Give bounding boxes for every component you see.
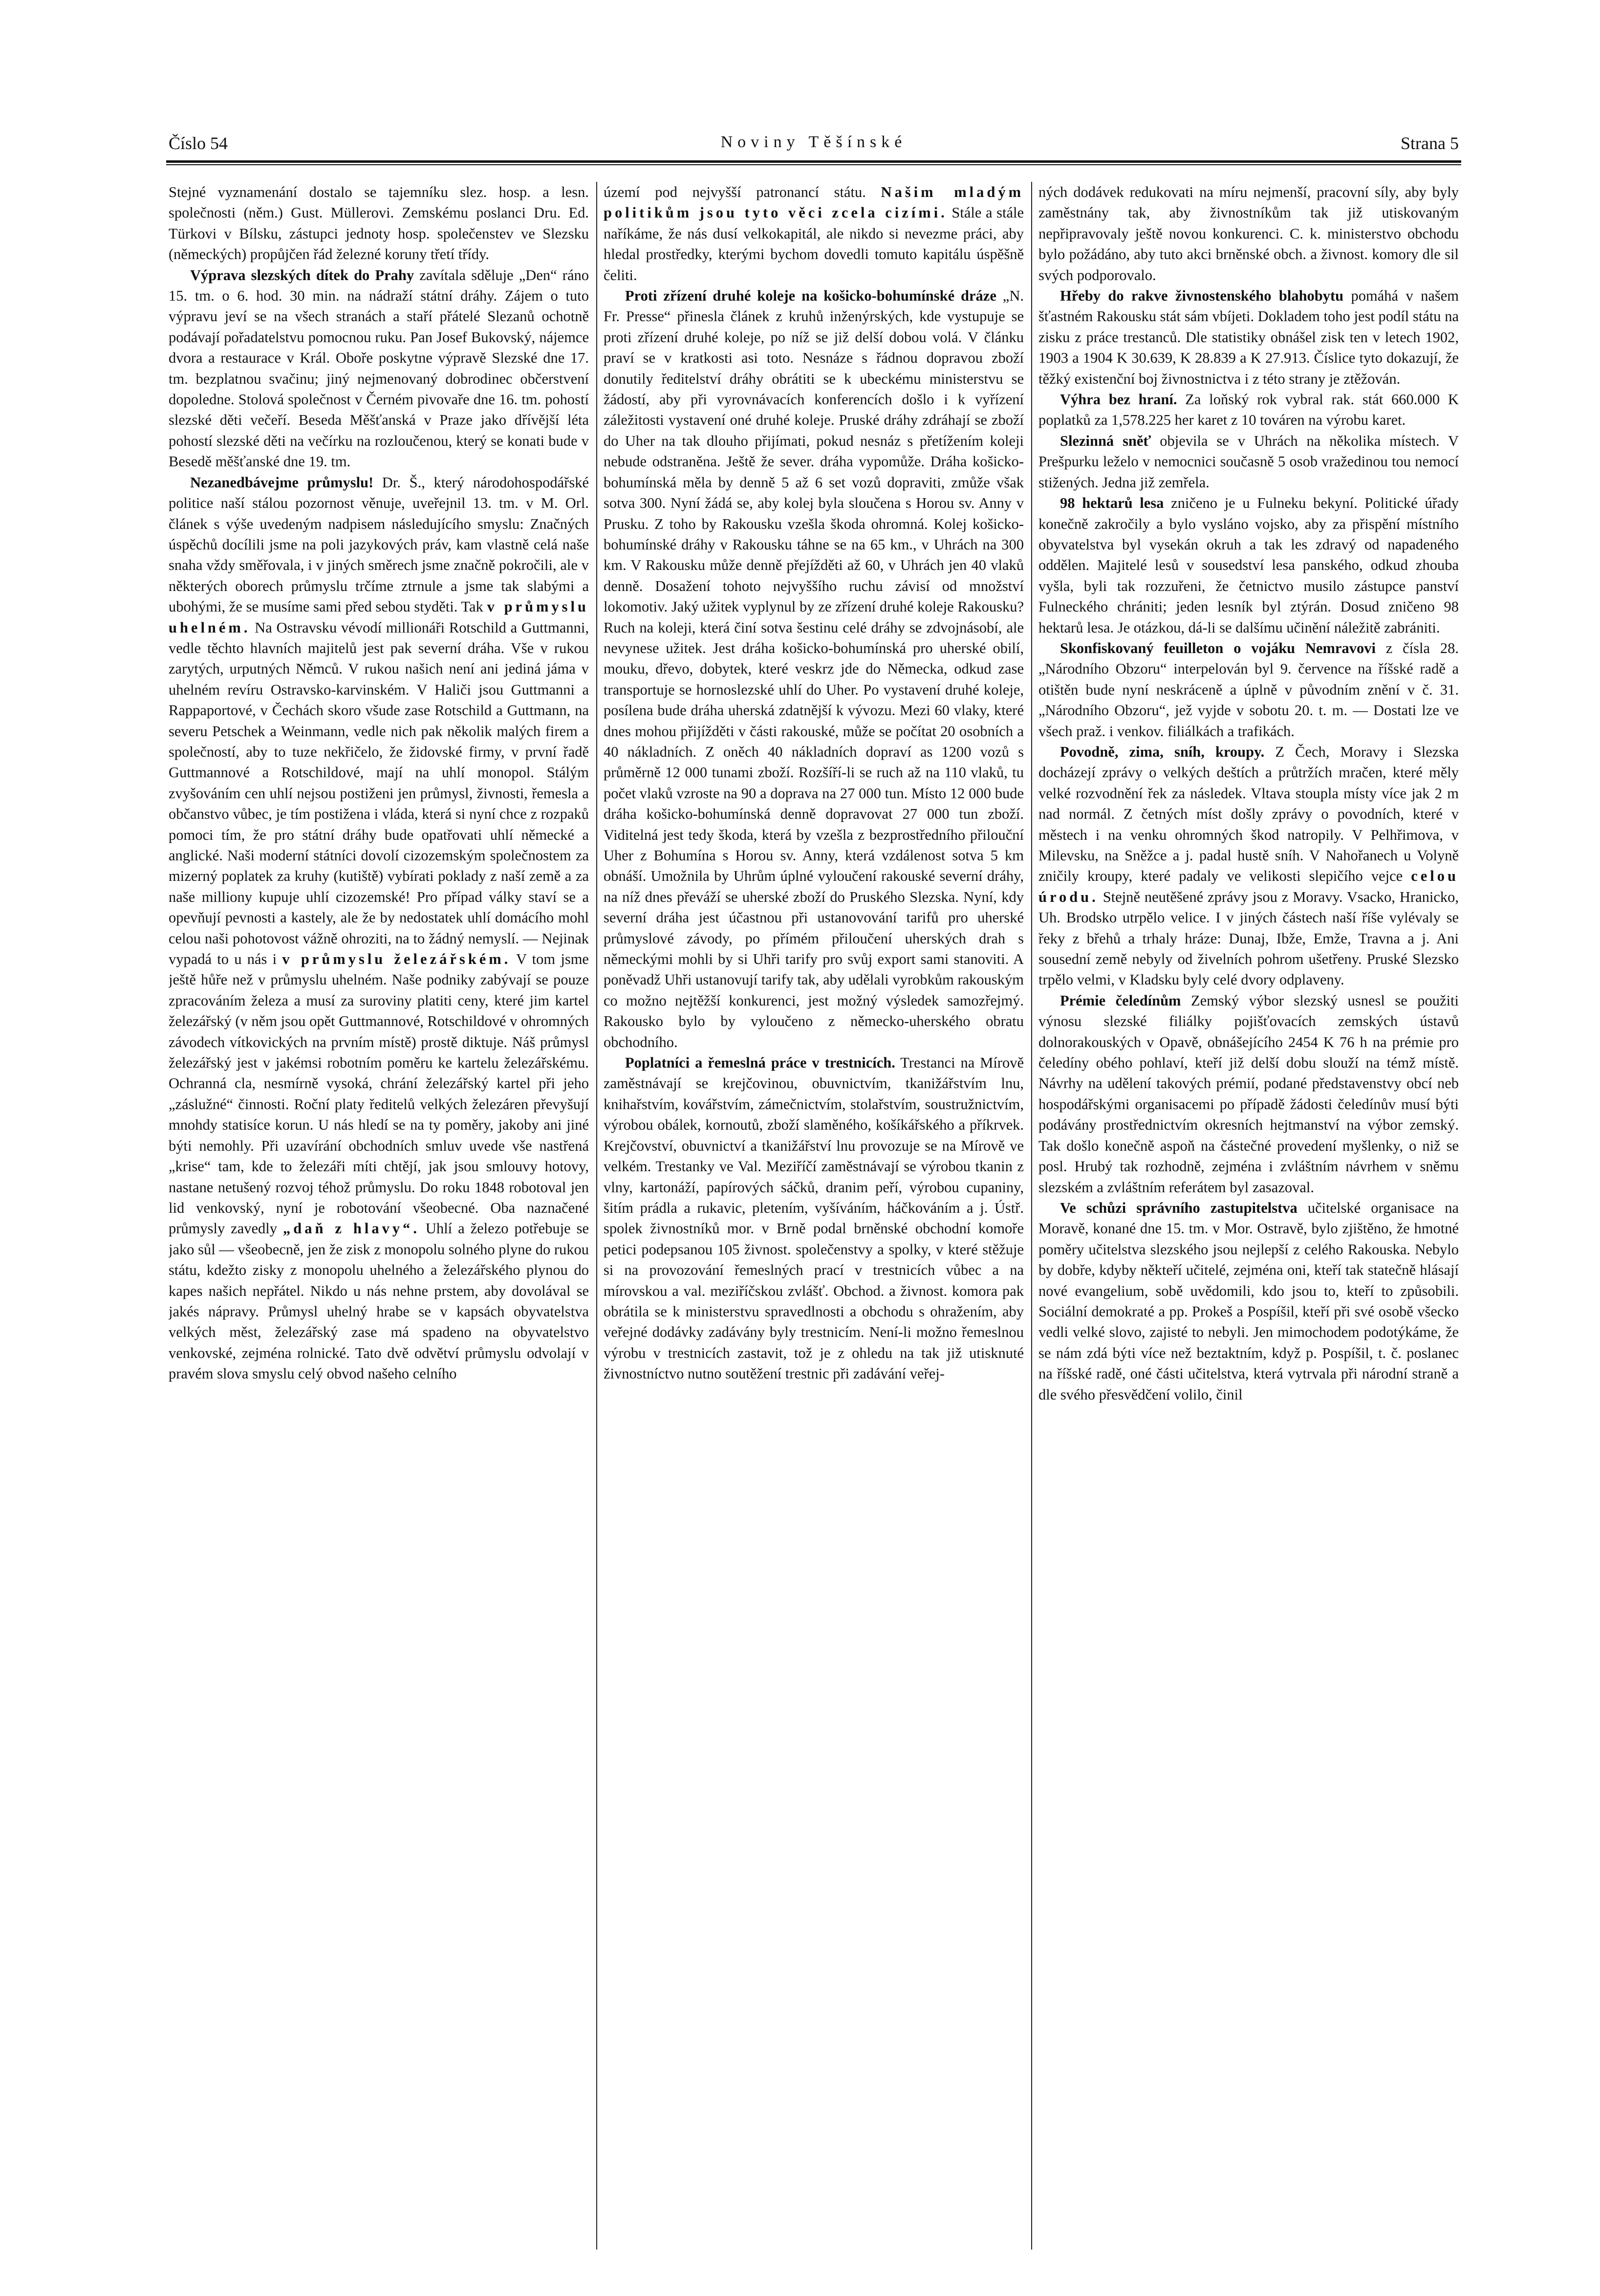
column-3: [1038, 182, 1459, 2250]
article-lead: Hřeby do rakve živnostenského blahobytu: [1060, 287, 1344, 305]
article-lead: Nezanedbávejme průmyslu!: [190, 474, 374, 491]
article-lead: Ve schůzi správního zastupitelstva: [1060, 1199, 1297, 1216]
column-divider: [1031, 182, 1032, 2250]
page-header: [169, 128, 1459, 157]
article-lead: Povodně, zima, sníh, kroupy.: [1060, 743, 1265, 760]
issue-number: Číslo 54: [169, 133, 228, 153]
article-paragraph: Prémie čeledínům Zemský výbor slezský usnesl se použiti výnosu slezské filiálky pojišťovacích zemských ústavů dolnorakouských v Opavě, obnášejícího 2454 K 76 h na prémie pro čeledíny obého pohlaví, kteří již delší dobu slouží na témž místě. Návrhy na udělení takových prémií, podané představenstvy obcí neb hospodářskými organisacemi po případě žádosti čeledínův musí býti podávány prostřednictvím okresních hejtmanství na výbor zemský. Tak došlo konečně aspoň na částečné provedení myšlenky, o niž se posl. Hrubý tak rozhodně, zejména i zvláštním návrhem v sněmu slezském a zvláštním referátem byl zasazoval.: [1038, 992, 1459, 1196]
article-paragraph: Proti zřízení druhé koleje na košicko-bohumínské dráze „N. Fr. Presse“ přinesla článek z kruhů inženýrských, kde vystupuje se proti zřízení druhé koleje, po níž se již delší dobou volá. V článku praví se v kratkosti asi toto. Nesnáze s řádnou dopravou zboží donutily ředitelství dráhy obrátiti se k ubeckému ministerstvu se žádostí, aby při vyrovnávacích konferencích došlo i k vyřízení záležitosti vystavení oné druhé koleje. Pruské dráhy zdráhají se zboží do Uher na tak dlouho přijímati, pokud nesnáz s přetížením koleji nebude odstraněna. Ještě že sever. dráha vypomůže. Dráha košicko-bohumínská měla by denně 5 až 6 set vozů dopraviti, zmůže však sotva 300. Nyní žádá se, aby kolej byla sloučena s Horou sv. Anny v Prusku. Z toho by Rakousku vzešla škoda ohromná. Kolej košicko-bohumínské dráhy v Rakousku táhne se na 65 km., v Uhrách na 300 km. V Rakousku může denně přejížděti až 60, v Uhrách jen 40 vlaků denně. Dosažení tohoto nejvyššího ruchu závisí od množství lokomotiv. Jaký užitek vyplynul by ze zřízení druhé koleje Rakousku? Ruch na koleji, která činí sotva šestinu celé dráhy se zdvojnásobí, ale nevynese užitek. Jest dráha košicko-bohumínská pro uherské obilí, mouku, dřevo, dobytek, které veskrz jde do Německa, odkud zase transportuje se hornoslezské uhlí do Uher. Po vystavení druhé koleje, posílena bude dráha uherská zdatnější k vývozu. Mezi 60 vlaky, které dnes mohou přijížděti v části rakouské, může se počítat 20 osobních a 40 nákladních. Z oněch 40 nákladních dopraví as 1200 vozů s průměrně 12 000 tunami zboží. Rozšíří-li se ruch až na 110 vlaků, tu počet vlaků vzroste na 90 a doprava na 27 000 tun. Místo 12 000 bude dráha košicko-bohumínská denně dopravovat 27 000 tun zboží. Viditelná jest tedy škoda, která by vzešla z bezprostředního přilouční Uher z Bohumína s Horou sv. Anny, která vzdálenost sotva 5 km obnáší. Umožnila by Uhrům úplné vyloučení rakouské severní dráhy, na níž dnes převáží se uherské zboží do Pruského Slezska. Nyní, kdy severní dráha jest účastnou při ustanovování tarifů pro uherské průmyslové závody, po přímém přiloučení uherských drah s německými mohli by si Uhři tarify pro svůj export sami stanoviti. A poněvadž Uhři ustanovují tarify tak, aby udělali vyrobkům rakouským co možno nejtěžší konkurenci, jest možný výsledek samozřejmý. Rakousko bylo by vyloučeno z německo-uherského obratu obchodního.: [604, 287, 1024, 1050]
column-1: [169, 182, 589, 2250]
article-paragraph: Stejné vyznamenání dostalo se tajemníku slez. hosp. a lesn. společnosti (něm.) Gust. Müllerovi. Zemskému poslanci Dru. Ed. Türkovi v Bílsku, zástupci jednoty hosp. společenstev ve Slezsku (německých) propůjčen řád železné koruny třetí třídy.: [169, 184, 589, 263]
article-paragraph: Skonfiskovaný feuilleton o vojáku Nemravovi z čísla 28. „Národního Obzoru“ interpelován byl 9. července na říšské radě a otištěn bude nyní neskráceně a úplně v původním znění v č. 31. „Národního Obzoru“, jež vyjde v sobotu 20. t. m. — Dostati lze ve všech praž. i venkov. filiálkách a trafikách.: [1038, 639, 1459, 740]
article-lead: Skonfiskovaný feuilleton o vojáku Nemravovi: [1060, 639, 1376, 656]
newspaper-title: Noviny Těšínské: [720, 133, 907, 151]
article-lead: Výhra bez hraní.: [1060, 391, 1177, 408]
column-2: [604, 182, 1024, 2250]
column-divider: [596, 182, 597, 2250]
article-paragraph: Ve schůzi správního zastupitelstva učitelské organisace na Moravě, konané dne 15. tm. v Mor. Ostravě, bylo zjištěno, že hmotné poměry učitelstva slezského jsou nejlepší z celého Rakouska. Nebylo by dobře, kdyby někteří učitelé, zejména oni, kteří tak statečně hlásají nové evangelium, sobě uvědomili, kdo jsou to, kteří to způsobili. Sociální demokraté a pp. Prokeš a Pospíšil, kteří při své osobě všecko vedli velké slovo, zajisté to nebyli. Jen mimochodem podotýkáme, že se nám zdá býti více než beztaktním, když p. Pospíšil, t. č. poslanec na říšské radě, oné části učitelstva, která vytrvala při národní straně a dle svého přesvědčení volilo, činil: [1038, 1199, 1459, 1403]
article-lead: 98 hektarů lesa: [1060, 495, 1164, 512]
article-paragraph: území pod nejvyšší patronancí státu. Našim mladým politikům jsou tyto věci zcela cizími. Stále a stále naříkáme, že nás dusí velkokapitál, ale nikdo si nevezme práci, aby hledal prostředky, kterými bychom dovedli tomuto kapitálu úspěšně čeliti.: [604, 184, 1024, 284]
article-lead: Prémie čeledínům: [1060, 992, 1181, 1009]
article-heading: Proti zřízení druhé koleje na košicko-bohumínské dráze: [625, 287, 996, 305]
article-paragraph: ných dodávek redukovati na míru nejmenší, pracovní síly, aby byly zaměstnány tak, aby živnostníkům tak již utiskovaným nepřipravovaly ještě novou konkurenci. C. k. ministerstvo obchodu bylo požádáno, aby tuto akci brněnské obch. a živnost. komory dle sil svých podporovalo.: [1038, 184, 1459, 284]
article-paragraph: Povodně, zima, sníh, kroupy. Z Čech, Moravy i Slezska docházejí zprávy o velkých deštích a průtržích mračen, které měly velké rozvodnění řek za následek. Vltava stoupla místy více jak 2 m nad normál. Z četných míst došly zprávy o povodních, které v městech i na venku ohromných škod natropily. V Pelhřimova, v Milevsku, na Sněžce a j. padal hustě sníh. V Nahořanech u Volyně zničily kroupy, které padaly ve velikosti slepičího vejce celou úrodu. Stejně neutěšené zprávy jsou z Moravy. Vsacko, Hranicko, Uh. Brodsko utrpělo velice. I v jiných částech naší říše vylévaly se řeky z břehů a trhaly hráze: Dunaj, Ibže, Emže, Travna a j. Ani sousední země nebyly od živelních pohrom ušetřeny. Pruské Slezsko trpělo velmi, v Kladsku byly celé dvory odplaveny.: [1038, 743, 1459, 988]
article-paragraph: Výhra bez hraní. Za loňský rok vybral rak. stát 660.000 K poplatků za 1,578.225 her karet z 10 továren na výrobu karet.: [1038, 391, 1459, 429]
article-paragraph: Poplatníci a řemeslná práce v trestnicích. Trestanci na Mírově zaměstnávají se krejčovinou, obuvnictvím, tkanižářstvím lnu, knihařstvím, kovářstvím, zámečnictvím, stolařstvím, soustružnictvím, výrobou obálek, kornoutů, zboží slaměného, košíkářského a příkrvek. Krejčovství, obuvnictví a tkanižářství lnu provozuje se na Mírově ve velkém. Trestanky ve Val. Meziříčí zaměstnávají se výrobou tkanin z vlny, kartonáží, papírových sáčků, dranim peří, výrobou cupaniny, šitím prádla a rukavic, pletením, vyšíváním, háčkováním a j. Ústř. spolek živnostníků mor. v Brně podal brněnské obchodní komoře petici podepsanou 105 živnost. společenstvy a spolky, v které stěžuje si na provozování řemeslných prací v trestnicích vůbec a na mírovskou a val. meziříčskou zvlášť. Obchod. a živnost. komora pak obrátila se k ministerstvu spravedlnosti a obchodu s ohražením, aby veřejné dodávky zadávány byly trestnicím. Není-li možno řemeslnou výrobu v trestnicích zastavit, tož je z ohledu na tak již utisknuté živnostníctvo nutno soutěžení trestnic při zadávání veřej-: [604, 1054, 1024, 1382]
article-paragraph: Hřeby do rakve živnostenského blahobytu pomáhá v našem šťastném Rakousku stát sám vbíjeti. Dokladem toho jest podíl státu na zisku z práce trestanců. Dle statistiky obnášel zisk ten v letech 1902, 1903 a 1904 K 30.639, K 28.839 a K 27.913. Číslice tyto dokazují, že těžký existenční boj živnostnictva i z této strany je ztěžován.: [1038, 287, 1459, 387]
article-lead: Výprava slezských dítek do Prahy: [190, 266, 414, 284]
header-rule-thin: [166, 164, 1461, 165]
article-paragraph: Nezanedbávejme průmyslu! Dr. Š., který národohospodářské politice naší stálou pozornost věnuje, uveřejnil 13. tm. v M. Orl. článek s výše uvedeným nadpisem následujícího smyslu: Značných úspěchů docílili jsme na poli jazykových práv, kam vlastně celá naše snaha vždy směřovala, i v jiných směrech jsme značně pokročili, ale v některých oborech průmyslu trčíme ztrnule a jsme tak slabými a ubohými, že se musíme sami před sebou styděti. Tak v průmyslu uhelném. Na Ostravsku vévodí millionáři Rotschild a Guttmanni, vedle těchto hlavních majitelů jest pak severní dráha. Vše v rukou zarytých, urputných Němců. V rukou našich není ani jediná jáma v uhelném revíru Ostravsko-karvinském. V Haliči jsou Guttmanni a Rappaportové, v Čechách skoro všude zase Rotschild a Guttmann, na severu Petschek a Weinmann, vedle nich pak několik malých firem a společností, aby to tuze nekřičelo, že židovské firmy, v první řadě Guttmannové a Rotschildové, mají na uhlí monopol. Stálým zvyšováním cen uhlí nejsou postiženi jen průmysl, živnosti, řemesla a občanstvo vůbec, je tím postižena i vláda, která si nyní chce z rozpaků pomoci tím, že pro státní dráhy bude opatřovati uhlí německé a anglické. Naši moderní státníci dovolí cizozemským společnostem za mizerný poplatek za kruhy (kutiště) vybírati poklady z naší země a za naše milliony kupuje uhlí cizozemské! Pro případ války staví se a opevňují pevnosti a kastely, ale že by nedostatek uhlí domácího mohl celou naši pohotovost vážně ohroziti, na to žádný nemyslí. — Nejinak vypadá to u nás i v průmyslu železářském. V tom jsme ještě hůře než v průmyslu uhelném. Naše podniky zabývají se pouze zpracováním železa a musí za suroviny platiti ceny, které jim kartel železářský (v něm jsou opět Guttmannové, Rotschildové v ohromných závodech vítkovických na prvním místě) prostě diktuje. Náš průmysl železářský jest v jakémsi robotním poměru ke kartelu železářskému. Ochranná cla, nesmírně vysoká, chrání železářský kartel při jeho „záslužné“ činnosti. Roční platy ředitelů velkých železáren převyšují mnohdy statisíce korun. U nás hledí se na ty poměry, jakoby ani jiné býti nemohly. Při uzavírání obchodních smluv uvede vše nastřená „krise“ tam, kde to železáři míti chtějí, jak jsou smlouvy hotovy, nastane netušený rozvoj téhož průmyslu. Do roku 1848 robotoval jen lid venkovský, nyní je robotování všeobecné. Oba naznačené průmysly zavedly „daň z hlavy“. Uhlí a železo potřebuje se jako sůl — všeobecně, jen že zisk z monopolu solného plyne do rukou státu, kdežto zisky z monopolu uhelného a železářského plynou do kapes našich nepřátel. Nikdo u nás nehne prstem, aby dovolával se jakés nápravy. Průmysl uhelný hrabe se v kapsách obyvatelstva velkých měst, železářský zase má spadeno na obyvatelstvo venkovské, zejména rolnické. Tato dvě odvětví průmyslu odvolají v pravém slova smyslu celý obvod našeho celního: [169, 474, 589, 1382]
article-lead: Slezinná sněť: [1060, 432, 1151, 449]
page-number: Strana 5: [1401, 133, 1459, 153]
article-paragraph: 98 hektarů lesa zničeno je u Fulneku bekyní. Politické úřady konečně zakročily a bylo vysláno vojsko, aby za přispění místního obyvatelstva byl vysekán okruh a tak les zdravý od napadeného oddělen. Majitelé lesů v sousedství lesa panského, odkud zhouba vyšla, byli tak rozzuřeni, že četnictvo musilo zástupce panství Fulneckého chrániti; jeden lesník byl ztýrán. Dosud zničeno 98 hektarů lesa. Je otázkou, dá-li se dalšímu učinění náležitě zabrániti.: [1038, 495, 1459, 636]
header-rule: [166, 160, 1461, 163]
article-heading: Poplatníci a řemeslná práce v trestnicích.: [625, 1054, 895, 1071]
article-paragraph: Slezinná sněť objevila se v Uhrách na několika místech. V Prešpurku leželo v nemocnici současně 5 osob vražedinou tou nemocí stižených. Jedna již zemřela.: [1038, 432, 1459, 491]
article-paragraph: Výprava slezských dítek do Prahy zavítala sděluje „Den“ ráno 15. tm. o 6. hod. 30 min. na nádraží státní dráhy. Zájem o tuto výpravu jeví se na všech stranách a staří přátelé Slezanů ochotně podávají pořadatelstvu pomocnou ruku. Pan Josef Bukovský, nájemce dvora a restaurace v Král. Oboře poskytne výpravě Slezské dne 17. tm. bezplatnou svačinu; jiný nejmenovaný dobrodinec občerstvení dopoledne. Stolová společnost v Černém pivovaře dne 16. tm. pohostí slezské děti večeří. Beseda Měšťanská v Praze jako dřívější léta pohostí slezské děti na večírku na rozloučenou, který se konati bude v Besedě měšťanské dne 19. tm.: [169, 266, 589, 470]
